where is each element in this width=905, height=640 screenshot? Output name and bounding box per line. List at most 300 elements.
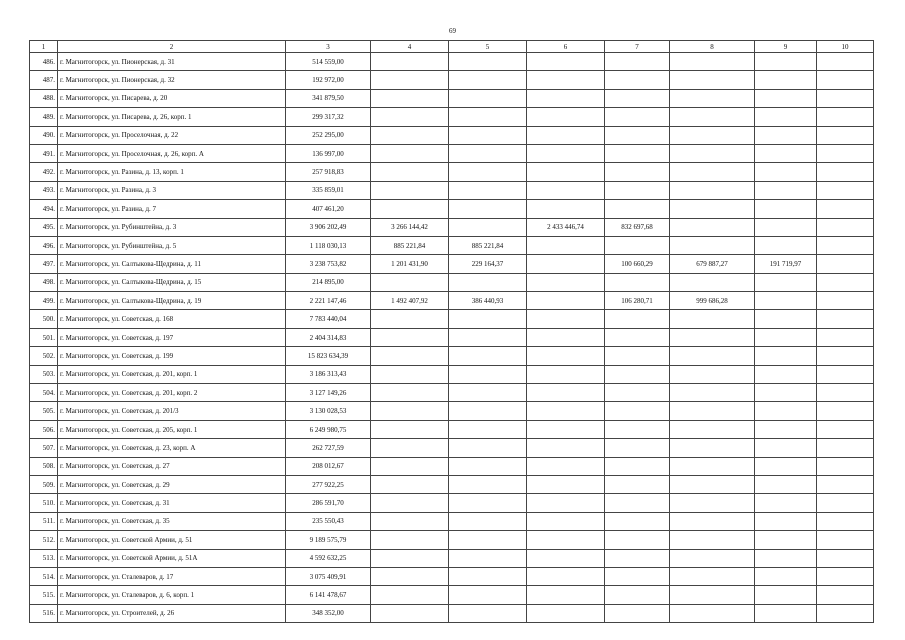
amount-cell	[527, 53, 605, 71]
table-row	[30, 53, 874, 71]
amount-cell	[371, 402, 449, 420]
amount-cell: 100 660,29	[605, 255, 670, 273]
amount-cell	[449, 108, 527, 126]
amount-cell	[755, 292, 817, 310]
amount-cell	[670, 310, 755, 328]
row-number: 497.	[30, 255, 58, 273]
table-row	[30, 144, 874, 162]
address-cell: г. Магнитогорск, ул. Салтыкова-Щедрина, д. 19	[58, 292, 286, 310]
row-number: 512.	[30, 531, 58, 549]
amount-cell	[449, 328, 527, 346]
amount-cell	[527, 457, 605, 475]
amount-cell	[817, 181, 874, 199]
amount-cell	[817, 89, 874, 107]
row-number: 506.	[30, 420, 58, 438]
row-number: 487.	[30, 71, 58, 89]
row-number: 510.	[30, 494, 58, 512]
amount-cell	[449, 53, 527, 71]
amount-cell	[670, 144, 755, 162]
amount-cell	[755, 108, 817, 126]
address-cell: г. Магнитогорск, ул. Писарева, д. 20	[58, 89, 286, 107]
amount-cell	[605, 53, 670, 71]
amount-cell	[817, 273, 874, 291]
amount-cell	[670, 457, 755, 475]
table-row	[30, 567, 874, 585]
amount-cell	[527, 273, 605, 291]
row-number: 503.	[30, 365, 58, 383]
amount-cell	[670, 108, 755, 126]
amount-cell: 514 559,00	[286, 53, 371, 71]
amount-cell	[755, 328, 817, 346]
amount-cell: 1 118 030,13	[286, 236, 371, 254]
row-number: 486.	[30, 53, 58, 71]
row-number: 494.	[30, 200, 58, 218]
column-header: 5	[449, 41, 527, 53]
amount-cell	[670, 475, 755, 493]
amount-cell: 286 591,70	[286, 494, 371, 512]
amount-cell	[755, 218, 817, 236]
address-cell: г. Магнитогорск, ул. Советская, д. 23, корп. А	[58, 439, 286, 457]
amount-cell	[817, 494, 874, 512]
amount-cell: 3 906 202,49	[286, 218, 371, 236]
row-number: 489.	[30, 108, 58, 126]
amount-cell: 3 075 409,91	[286, 567, 371, 585]
amount-cell	[605, 384, 670, 402]
amount-cell	[371, 457, 449, 475]
amount-cell: 1 492 407,92	[371, 292, 449, 310]
amount-cell: 208 012,67	[286, 457, 371, 475]
row-number: 505.	[30, 402, 58, 420]
amount-cell	[817, 365, 874, 383]
row-number: 493.	[30, 181, 58, 199]
amount-cell	[755, 126, 817, 144]
amount-cell	[755, 144, 817, 162]
amount-cell	[755, 457, 817, 475]
row-number: 511.	[30, 512, 58, 530]
row-number: 516.	[30, 604, 58, 622]
amount-cell	[755, 236, 817, 254]
amount-cell	[605, 402, 670, 420]
amount-cell	[755, 494, 817, 512]
amount-cell	[527, 531, 605, 549]
row-number: 502.	[30, 347, 58, 365]
amount-cell: 229 164,37	[449, 255, 527, 273]
amount-cell	[527, 181, 605, 199]
amount-cell	[605, 512, 670, 530]
table-row	[30, 89, 874, 107]
amount-cell	[817, 53, 874, 71]
row-number: 501.	[30, 328, 58, 346]
row-number: 515.	[30, 586, 58, 604]
amount-cell: 15 823 634,39	[286, 347, 371, 365]
amount-cell	[670, 163, 755, 181]
table-row	[30, 310, 874, 328]
amount-cell: 832 697,68	[605, 218, 670, 236]
amount-cell	[371, 531, 449, 549]
amount-cell	[817, 384, 874, 402]
row-number: 498.	[30, 273, 58, 291]
amount-cell	[449, 384, 527, 402]
amount-cell	[527, 328, 605, 346]
amount-cell: 9 189 575,79	[286, 531, 371, 549]
column-header: 9	[755, 41, 817, 53]
amount-cell: 192 972,00	[286, 71, 371, 89]
amount-cell	[605, 549, 670, 567]
row-number: 488.	[30, 89, 58, 107]
address-cell: г. Магнитогорск, ул. Советская, д. 31	[58, 494, 286, 512]
address-cell: г. Магнитогорск, ул. Советская, д. 29	[58, 475, 286, 493]
amount-cell: 2 221 147,46	[286, 292, 371, 310]
amount-cell	[670, 567, 755, 585]
amount-cell	[527, 108, 605, 126]
table-row	[30, 163, 874, 181]
address-cell: г. Магнитогорск, ул. Советская, д. 199	[58, 347, 286, 365]
amount-cell	[371, 439, 449, 457]
amount-cell: 348 352,00	[286, 604, 371, 622]
amount-cell	[755, 402, 817, 420]
amount-cell	[371, 126, 449, 144]
amount-cell	[605, 365, 670, 383]
row-number: 496.	[30, 236, 58, 254]
amount-cell: 3 127 149,26	[286, 384, 371, 402]
table-row	[30, 328, 874, 346]
amount-cell	[449, 347, 527, 365]
table-row	[30, 200, 874, 218]
amount-cell	[817, 310, 874, 328]
amount-cell	[817, 144, 874, 162]
amount-cell: 235 550,43	[286, 512, 371, 530]
amount-cell	[371, 53, 449, 71]
amount-cell	[449, 475, 527, 493]
row-number: 490.	[30, 126, 58, 144]
table-header	[30, 41, 874, 53]
amount-cell	[527, 163, 605, 181]
table-row	[30, 439, 874, 457]
amount-cell	[670, 531, 755, 549]
table-row	[30, 236, 874, 254]
amount-cell: 3 266 144,42	[371, 218, 449, 236]
amount-cell	[371, 549, 449, 567]
amount-cell: 6 249 980,75	[286, 420, 371, 438]
amount-cell	[449, 273, 527, 291]
amount-cell	[371, 567, 449, 585]
amount-cell	[670, 549, 755, 567]
amount-cell	[670, 402, 755, 420]
column-header: 4	[371, 41, 449, 53]
amount-cell	[527, 71, 605, 89]
amount-cell: 679 887,27	[670, 255, 755, 273]
amount-cell	[449, 71, 527, 89]
amount-cell	[605, 347, 670, 365]
amount-cell	[817, 71, 874, 89]
table-row	[30, 494, 874, 512]
amount-cell	[670, 347, 755, 365]
amount-cell	[605, 328, 670, 346]
amount-cell	[670, 384, 755, 402]
address-cell: г. Магнитогорск, ул. Разина, д. 7	[58, 200, 286, 218]
amount-cell	[755, 384, 817, 402]
amount-cell	[527, 365, 605, 383]
amount-cell	[371, 163, 449, 181]
table-row	[30, 365, 874, 383]
address-cell: г. Магнитогорск, ул. Советская, д. 201, корп. 1	[58, 365, 286, 383]
column-header: 1	[30, 41, 58, 53]
amount-cell	[817, 604, 874, 622]
amount-cell	[371, 144, 449, 162]
amount-cell	[605, 126, 670, 144]
row-number: 509.	[30, 475, 58, 493]
amount-cell	[755, 53, 817, 71]
table-body	[30, 53, 874, 623]
amount-cell: 214 895,00	[286, 273, 371, 291]
amount-cell	[371, 475, 449, 493]
amount-cell	[817, 567, 874, 585]
amount-cell	[527, 402, 605, 420]
amount-cell	[527, 420, 605, 438]
amount-cell	[817, 236, 874, 254]
amount-cell	[670, 126, 755, 144]
amount-cell	[817, 126, 874, 144]
amount-cell	[449, 439, 527, 457]
amount-cell	[755, 200, 817, 218]
amount-cell	[527, 144, 605, 162]
address-cell: г. Магнитогорск, ул. Советская, д. 201/3	[58, 402, 286, 420]
amount-cell	[605, 567, 670, 585]
amount-cell	[605, 273, 670, 291]
amount-cell	[817, 108, 874, 126]
amount-cell	[755, 347, 817, 365]
row-number: 492.	[30, 163, 58, 181]
address-cell: г. Магнитогорск, ул. Советская, д. 27	[58, 457, 286, 475]
amount-cell	[605, 181, 670, 199]
amount-cell	[449, 218, 527, 236]
amount-cell	[817, 200, 874, 218]
amount-cell	[755, 310, 817, 328]
amount-cell: 252 295,00	[286, 126, 371, 144]
address-cell: г. Магнитогорск, ул. Салтыкова-Щедрина, д. 11	[58, 255, 286, 273]
amount-cell	[371, 420, 449, 438]
table-row	[30, 255, 874, 273]
amount-cell	[371, 494, 449, 512]
amount-cell	[605, 236, 670, 254]
column-header: 8	[670, 41, 755, 53]
address-cell: г. Магнитогорск, ул. Строителей, д. 26	[58, 604, 286, 622]
amount-cell	[670, 439, 755, 457]
amount-cell	[527, 200, 605, 218]
amount-cell	[527, 567, 605, 585]
row-number: 504.	[30, 384, 58, 402]
amount-cell	[817, 439, 874, 457]
amount-cell	[605, 163, 670, 181]
amount-cell	[817, 420, 874, 438]
amount-cell	[527, 549, 605, 567]
amount-cell	[670, 71, 755, 89]
amount-cell	[449, 531, 527, 549]
amount-cell	[371, 586, 449, 604]
address-cell: г. Магнитогорск, ул. Советская, д. 197	[58, 328, 286, 346]
amount-cell	[755, 89, 817, 107]
amount-cell: 257 918,83	[286, 163, 371, 181]
amount-cell: 277 922,25	[286, 475, 371, 493]
row-number: 499.	[30, 292, 58, 310]
amount-cell: 3 186 313,43	[286, 365, 371, 383]
amount-cell	[817, 218, 874, 236]
amount-cell	[755, 549, 817, 567]
amount-cell	[527, 384, 605, 402]
row-number: 507.	[30, 439, 58, 457]
amount-cell	[670, 53, 755, 71]
amount-cell	[817, 328, 874, 346]
amount-cell: 885 221,84	[449, 236, 527, 254]
amount-cell	[755, 567, 817, 585]
amount-cell	[449, 567, 527, 585]
amount-cell	[527, 310, 605, 328]
amount-cell: 191 719,97	[755, 255, 817, 273]
address-cell: г. Магнитогорск, ул. Советской Армии, д. 51	[58, 531, 286, 549]
amount-cell	[670, 273, 755, 291]
table-row	[30, 457, 874, 475]
amount-cell	[449, 604, 527, 622]
amount-cell	[605, 144, 670, 162]
amount-cell	[755, 586, 817, 604]
amount-cell	[755, 71, 817, 89]
amount-cell	[449, 586, 527, 604]
amount-cell	[605, 108, 670, 126]
amount-cell: 407 461,20	[286, 200, 371, 218]
amount-cell	[670, 89, 755, 107]
table-row	[30, 420, 874, 438]
amount-cell: 262 727,59	[286, 439, 371, 457]
amount-cell	[605, 604, 670, 622]
amount-cell: 2 404 314,83	[286, 328, 371, 346]
header-row	[30, 41, 874, 53]
table-row	[30, 108, 874, 126]
amount-cell: 4 592 632,25	[286, 549, 371, 567]
amount-cell	[449, 126, 527, 144]
amount-cell	[371, 347, 449, 365]
amount-cell	[371, 181, 449, 199]
column-header: 10	[817, 41, 874, 53]
amount-cell	[449, 181, 527, 199]
amount-cell	[817, 531, 874, 549]
amount-cell	[371, 384, 449, 402]
amount-cell: 6 141 478,67	[286, 586, 371, 604]
column-header: 6	[527, 41, 605, 53]
amount-cell: 335 859,01	[286, 181, 371, 199]
amount-cell: 2 433 446,74	[527, 218, 605, 236]
amount-cell	[527, 494, 605, 512]
amount-cell	[755, 273, 817, 291]
amount-cell	[371, 310, 449, 328]
address-cell: г. Магнитогорск, ул. Советская, д. 168	[58, 310, 286, 328]
address-cell: г. Магнитогорск, ул. Разина, д. 13, корп. 1	[58, 163, 286, 181]
page-number: 69	[449, 27, 456, 35]
amount-cell	[670, 365, 755, 383]
amount-cell: 3 238 753,82	[286, 255, 371, 273]
amount-cell	[605, 71, 670, 89]
amount-cell	[755, 181, 817, 199]
amount-cell	[371, 200, 449, 218]
table-row	[30, 273, 874, 291]
amount-cell	[605, 89, 670, 107]
amount-cell	[817, 255, 874, 273]
amount-cell: 341 879,50	[286, 89, 371, 107]
table-row	[30, 549, 874, 567]
table-row	[30, 475, 874, 493]
amount-cell	[371, 604, 449, 622]
address-cell: г. Магнитогорск, ул. Рубинштейна, д. 3	[58, 218, 286, 236]
amount-cell: 885 221,84	[371, 236, 449, 254]
amount-cell	[755, 439, 817, 457]
address-cell: г. Магнитогорск, ул. Сталеваров, д. 6, корп. 1	[58, 586, 286, 604]
amount-cell	[449, 163, 527, 181]
amount-cell: 7 783 440,04	[286, 310, 371, 328]
amount-cell	[449, 89, 527, 107]
amount-cell	[527, 255, 605, 273]
table-row	[30, 402, 874, 420]
amount-cell	[755, 420, 817, 438]
table-row	[30, 586, 874, 604]
amount-cell	[755, 475, 817, 493]
amount-cell	[670, 181, 755, 199]
table-row	[30, 218, 874, 236]
amount-cell: 299 317,32	[286, 108, 371, 126]
amount-cell	[605, 494, 670, 512]
amount-cell	[755, 531, 817, 549]
amount-cell	[817, 292, 874, 310]
amount-cell: 136 997,00	[286, 144, 371, 162]
amount-cell	[817, 457, 874, 475]
amount-cell: 999 686,28	[670, 292, 755, 310]
amount-cell	[449, 420, 527, 438]
amount-cell	[817, 549, 874, 567]
amount-cell	[670, 586, 755, 604]
amount-cell	[371, 328, 449, 346]
column-header: 2	[58, 41, 286, 53]
address-cell: г. Магнитогорск, ул. Пионерская, д. 31	[58, 53, 286, 71]
amount-cell	[817, 347, 874, 365]
table-row	[30, 384, 874, 402]
table-row	[30, 531, 874, 549]
amount-cell	[449, 144, 527, 162]
table-row	[30, 604, 874, 622]
address-cell: г. Магнитогорск, ул. Сталеваров, д. 17	[58, 567, 286, 585]
address-cell: г. Магнитогорск, ул. Советская, д. 205, корп. 1	[58, 420, 286, 438]
amount-cell	[371, 71, 449, 89]
amount-cell	[605, 586, 670, 604]
table-row	[30, 347, 874, 365]
column-header: 7	[605, 41, 670, 53]
amount-cell	[527, 512, 605, 530]
amount-cell	[449, 402, 527, 420]
row-number: 491.	[30, 144, 58, 162]
address-cell: г. Магнитогорск, ул. Салтыкова-Щедрина, д. 15	[58, 273, 286, 291]
row-number: 495.	[30, 218, 58, 236]
amount-cell	[371, 365, 449, 383]
table-row	[30, 512, 874, 530]
amount-cell	[527, 604, 605, 622]
address-cell: г. Магнитогорск, ул. Проселочная, д. 22	[58, 126, 286, 144]
amount-cell	[670, 420, 755, 438]
amount-cell	[605, 200, 670, 218]
amount-cell	[371, 512, 449, 530]
address-cell: г. Магнитогорск, ул. Советская, д. 35	[58, 512, 286, 530]
amount-cell	[670, 236, 755, 254]
amount-cell	[449, 549, 527, 567]
amount-cell	[527, 347, 605, 365]
amount-cell	[527, 89, 605, 107]
table-row	[30, 126, 874, 144]
